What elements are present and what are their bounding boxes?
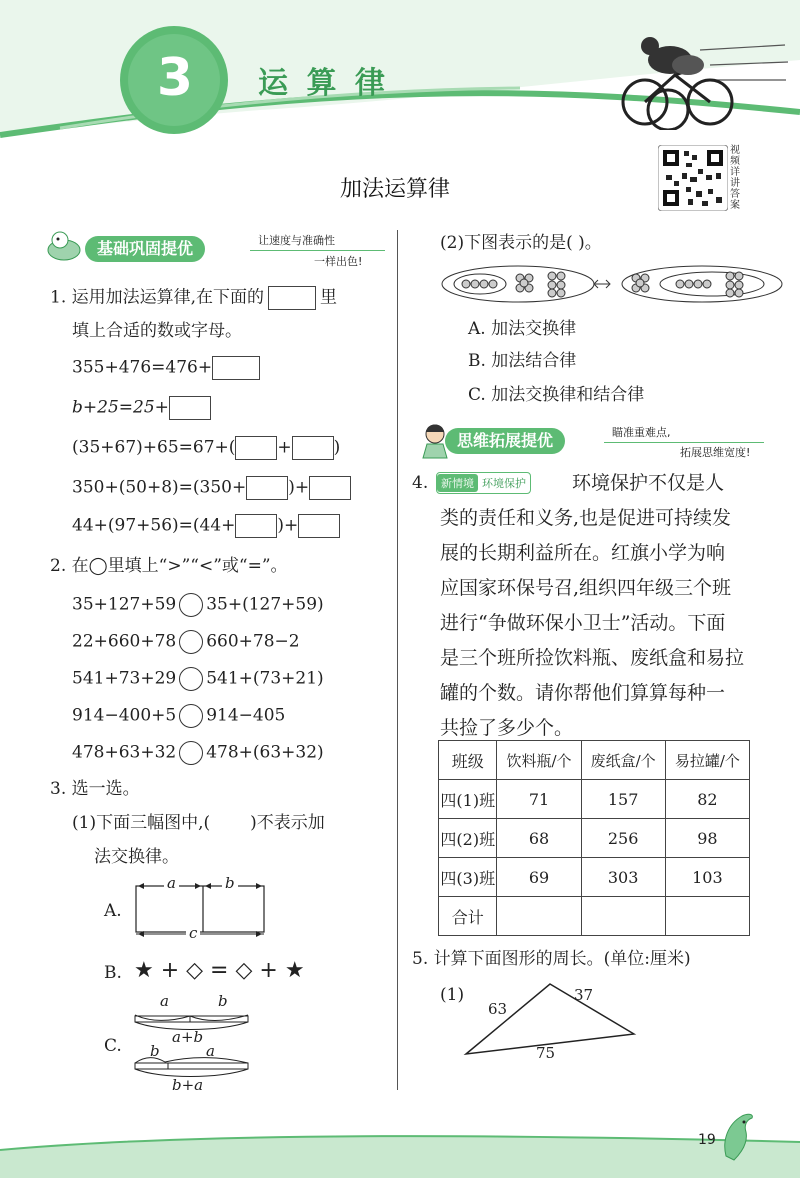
table-row [439, 819, 750, 858]
table-header: 废纸盒/个 [581, 741, 665, 780]
option-c-var-b-top: b [218, 992, 228, 1010]
q2-right-expr: 541+(73+21) [206, 668, 324, 689]
option-a-label: A. [104, 901, 122, 921]
q5-sub: (1) [440, 985, 465, 1005]
answer-box[interactable] [309, 476, 351, 500]
tag1-note-2: 一样出色! [314, 255, 363, 268]
chapter-title: 运 算 律 [258, 66, 389, 101]
q2-row [72, 704, 285, 728]
option-c-label: C. [104, 1036, 122, 1056]
table-cell: 82 [665, 780, 749, 819]
q3-2-option-a[interactable]: A. 加法交换律 [468, 319, 577, 339]
q2-row [72, 667, 324, 691]
q3-2-title: (2)下图表示的是( )。 [440, 233, 602, 253]
option-c-sum-ab: a+b [172, 1028, 204, 1046]
tag-basic-consolidation: 基础巩固提优 [85, 236, 205, 262]
q5-title: 5. 计算下面图形的周长。(单位:厘米) [412, 949, 691, 969]
q1-eq4-text: 350+(50+8)=(350+ [72, 477, 247, 498]
option-a-diagram [128, 872, 278, 948]
q1-eq2 [72, 396, 211, 420]
option-c-var-b-bottom: b [150, 1042, 160, 1060]
q4-line: 进行“争做环保小卫士”活动。下面 [440, 612, 726, 634]
compare-circle[interactable] [179, 741, 203, 765]
q4-line: 类的责任和义务,也是促进可持续发 [440, 507, 732, 529]
q1-eq4-plus: )+ [288, 477, 310, 498]
q3-2-option-c[interactable]: C. 加法交换律和结合律 [468, 385, 645, 405]
table-cell: 157 [581, 780, 665, 819]
table-cell: 合计 [439, 897, 497, 936]
total-input-cell[interactable] [581, 897, 665, 936]
triangle-side-63: 63 [488, 1000, 508, 1018]
q1-eq5-plus: )+ [277, 515, 299, 536]
total-input-cell[interactable] [497, 897, 581, 936]
q1-eq3-close: ) [333, 437, 341, 458]
footer-band [0, 1120, 800, 1178]
table-header: 班级 [439, 741, 497, 780]
q1-eq3-plus: + [277, 437, 292, 458]
q4-line: 展的长期利益所在。红旗小学为响 [440, 542, 726, 564]
compare-circle[interactable] [179, 593, 203, 617]
cyclist-illustration [600, 30, 790, 130]
table-row-total [439, 897, 750, 936]
answer-box[interactable] [235, 514, 277, 538]
tag2-underline [604, 442, 764, 443]
q2-row [72, 630, 300, 654]
q1-sample-box [268, 286, 316, 310]
table-header: 饮料瓶/个 [497, 741, 581, 780]
page-number: 19 [698, 1132, 716, 1148]
triangle-side-75: 75 [536, 1044, 556, 1062]
option-c-var-a-top: a [160, 992, 169, 1010]
compare-circle[interactable] [179, 704, 203, 728]
answer-box[interactable] [169, 396, 211, 420]
answer-box[interactable] [292, 436, 334, 460]
table-row [439, 780, 750, 819]
table-cell: 71 [497, 780, 581, 819]
q3-title: 3. 选一选。 [50, 779, 140, 799]
q2-left-expr: 541+73+29 [72, 668, 177, 689]
answer-box[interactable] [235, 436, 277, 460]
q1-eq1 [72, 356, 260, 380]
q3-sub1-text-a: (1)下面三幅图中,( [72, 813, 211, 833]
q3-2-option-b[interactable]: B. 加法结合律 [468, 351, 577, 371]
chapter-number: 3 [156, 48, 194, 108]
triangle-side-37: 37 [574, 986, 594, 1004]
table-cell: 303 [581, 858, 665, 897]
tag2-note-2: 拓展思维宽度! [680, 446, 751, 459]
q1-line1 [50, 286, 337, 310]
q2-right-expr: 660+78−2 [206, 631, 300, 652]
badge-environment: 环境保护 [482, 477, 526, 490]
tag-thinking-extension: 思维拓展提优 [445, 428, 565, 454]
table-header: 易拉罐/个 [665, 741, 749, 780]
tag2-note-1: 瞄准重难点, [612, 426, 671, 439]
q2-right-expr: 35+(127+59) [206, 594, 324, 615]
q1-eq1-text: 355+476=476+ [72, 357, 213, 378]
table-cell: 四(2)班 [439, 819, 497, 858]
table-row [439, 858, 750, 897]
q1-eq5 [72, 514, 340, 538]
q4-line: 是三个班所捡饮料瓶、废纸盒和易拉 [440, 647, 745, 669]
q4-number: 4. [412, 473, 429, 493]
q2-left-expr: 478+63+32 [72, 742, 177, 763]
column-divider [397, 230, 398, 1090]
table-cell: 四(1)班 [439, 780, 497, 819]
q4-badges [436, 472, 531, 494]
table-cell: 69 [497, 858, 581, 897]
tag1-note-1: 让速度与准确性 [258, 234, 335, 247]
q4-line: 共捡了多少个。 [440, 717, 574, 739]
table-header-row [439, 741, 750, 780]
table-cell: 68 [497, 819, 581, 858]
q4-line: 环境保护不仅是人 [572, 472, 725, 494]
answer-box[interactable] [298, 514, 340, 538]
option-c-var-a-bottom: a [206, 1042, 215, 1060]
q2-title: 2. 在◯里填上“>”“<”或“=”。 [50, 556, 288, 576]
q2-row [72, 593, 324, 617]
option-a-var-a: a [164, 874, 179, 892]
tag1-underline [250, 250, 385, 251]
option-b-label: B. [104, 963, 122, 983]
qr-label: 视频详讲答案 [730, 145, 740, 211]
q1-eq2-text: b+25=25+ [72, 397, 169, 418]
section-title: 加法运算律 [339, 177, 450, 202]
option-a-var-b: b [222, 874, 238, 892]
badge-new-context: 新情境 [437, 474, 478, 492]
table-cell: 256 [581, 819, 665, 858]
q4-line: 应国家环保号召,组织四年级三个班 [440, 577, 732, 599]
q2-right-expr: 478+(63+32) [206, 742, 324, 763]
compare-circle[interactable] [179, 630, 203, 654]
option-a-var-c: c [186, 924, 200, 942]
q1-text-a: 1. 运用加法运算律,在下面的 [50, 287, 265, 308]
q1-eq4 [72, 476, 351, 500]
dolphin-icon [718, 1110, 758, 1162]
q2-right-expr: 914−405 [206, 705, 286, 726]
table-cell: 103 [665, 858, 749, 897]
q3-sub1c: 法交换律。 [94, 847, 179, 867]
recycling-table [438, 740, 750, 936]
association-diagram [440, 262, 785, 306]
compare-circle[interactable] [179, 667, 203, 691]
star-diamond-equation: ★ + ◇ = ◇ + ★ [134, 958, 305, 983]
table-cell: 四(3)班 [439, 858, 497, 897]
q4-line: 罐的个数。请你帮他们算算每种一 [440, 682, 726, 704]
q1-line2: 填上合适的数或字母。 [72, 321, 242, 341]
answer-box[interactable] [212, 356, 260, 380]
q2-row [72, 741, 324, 765]
q2-left-expr: 22+660+78 [72, 631, 177, 652]
total-input-cell[interactable] [665, 897, 749, 936]
table-cell: 98 [665, 819, 749, 858]
q2-left-expr: 35+127+59 [72, 594, 177, 615]
q1-eq5-text: 44+(97+56)=(44+ [72, 515, 236, 536]
q1-eq3 [72, 436, 340, 460]
answer-box[interactable] [246, 476, 288, 500]
q2-left-expr: 914−400+5 [72, 705, 177, 726]
q1-eq3-text: (35+67)+65=67+( [72, 437, 236, 458]
option-c-sum-ba: b+a [172, 1076, 204, 1094]
q1-text-b: 里 [320, 287, 338, 308]
q3-sub1 [72, 812, 325, 834]
q3-sub1-text-b: )不表示加 [250, 813, 325, 833]
